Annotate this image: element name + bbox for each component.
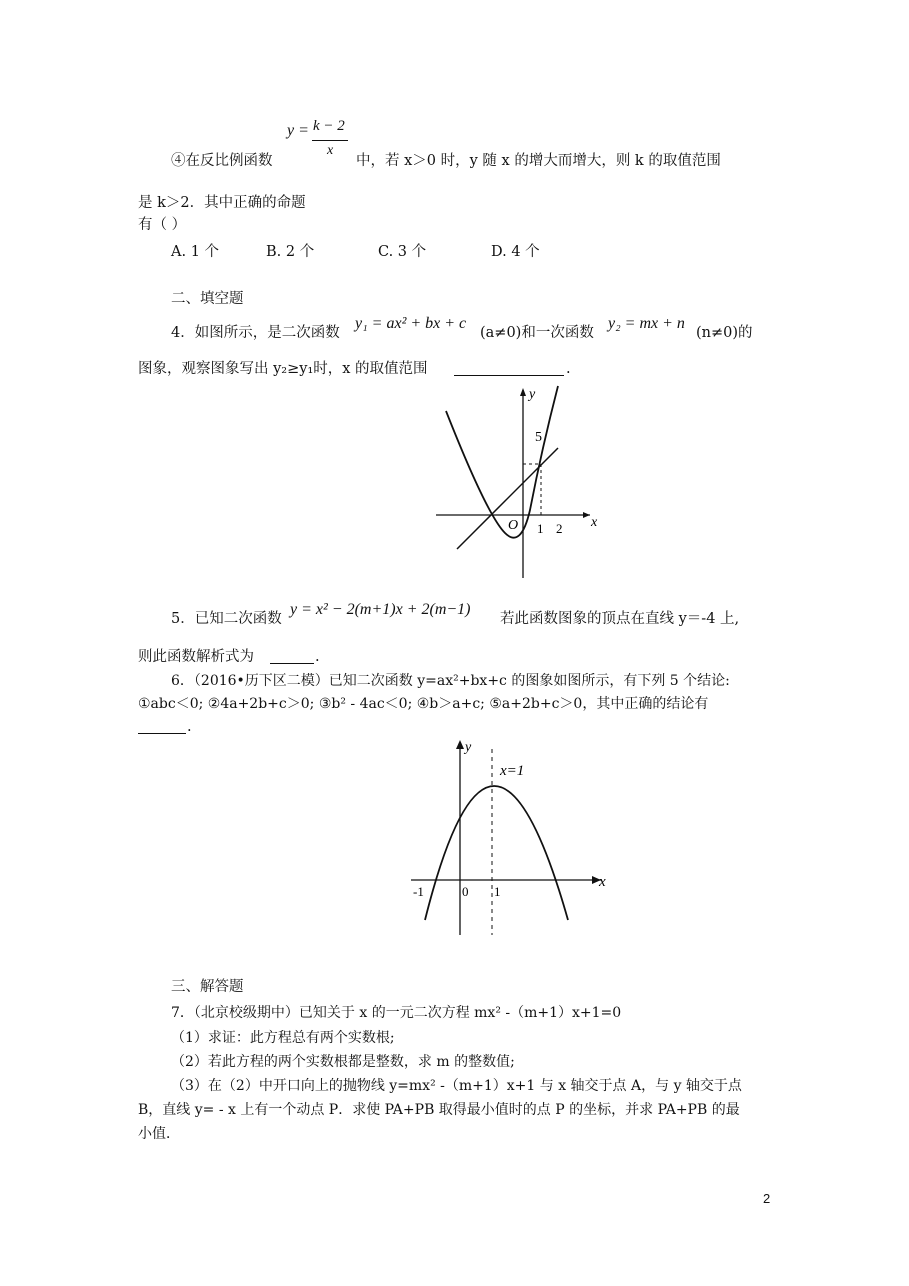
- q3-formula-numerator: k − 2: [313, 118, 345, 134]
- q3-option-c: C. 3 个: [378, 244, 427, 260]
- fig1-x-arrow: [583, 512, 590, 518]
- page-number: 2: [763, 1191, 771, 1206]
- q3-option-a: A. 1 个: [171, 244, 220, 260]
- fig2-y-arrow: [456, 740, 464, 749]
- section3-title: 三、解答题: [171, 979, 244, 995]
- fig2-parabola: [425, 786, 568, 920]
- fig2-symmetry-label: x=1: [500, 763, 525, 779]
- q4-answer-blank[interactable]: [454, 361, 564, 376]
- q3-option-b: B. 2 个: [266, 244, 315, 260]
- q5-prefix: 5．已知二次函数: [171, 611, 282, 627]
- q6-line2: ①abc＜0; ②4a+2b+c＞0; ③b² - 4ac＜0; ④b＞a+c; ⑤a+2b+c＞0，其中正确的结论有: [138, 696, 709, 712]
- q4-line2: 图象，观察图象写出 y₂≥y₁时，x 的取值范围: [138, 361, 428, 377]
- fig1-tick-5: 5: [535, 430, 542, 445]
- q6-line3-end: .: [187, 719, 192, 735]
- section2-title: 二、填空题: [171, 291, 244, 307]
- fig1-tick-1: 1: [537, 521, 544, 536]
- q3-formula-lhs: y =: [287, 122, 309, 139]
- q3-suffix: 中，若 x＞0 时，y 随 x 的增大而增大，则 k 的取值范围: [356, 153, 721, 169]
- fig1-origin-label: O: [508, 518, 519, 533]
- q5-suffix: 若此函数图象的顶点在直线 y＝-4 上,: [500, 611, 740, 627]
- figure-parabola-line: [430, 378, 610, 583]
- q4-prefix: 4．如图所示，是二次函数: [171, 325, 340, 341]
- q7-part2: （2）若此方程的两个实数根都是整数，求 m 的整数值;: [171, 1054, 515, 1070]
- fig2-tick-m1: -1: [413, 884, 424, 899]
- q7-part1: （1）求证：此方程总有两个实数根;: [171, 1030, 395, 1046]
- fig1-tick-2: 2: [556, 521, 563, 536]
- q4-mid: (a≠0)和一次函数: [480, 325, 594, 341]
- q7-part3-line2: B，直线 y= - x 上有一个动点 P．求使 PA+PB 取得最小值时的点 P 的坐标，并求 PA+PB 的最: [138, 1102, 740, 1118]
- q6-answer-blank[interactable]: [138, 719, 186, 734]
- q3-fraction-bar: [312, 140, 348, 141]
- q4-formula-1: y₁ = ax² + bx + c: [355, 315, 467, 332]
- fig1-y-label: y: [529, 387, 536, 402]
- fig2-tick-0: 0: [462, 884, 469, 899]
- fig2-x-label: x: [599, 874, 606, 890]
- fig2-y-label: y: [465, 740, 472, 755]
- q3-option-d: D. 4 个: [491, 244, 540, 260]
- q3-prefix: ④在反比例函数: [171, 153, 273, 169]
- q7-part3-line1: （3）在（2）中开口向上的抛物线 y=mx² -（m+1）x+1 与 x 轴交于点 A，与 y 轴交于点: [171, 1078, 742, 1094]
- q4-formula-2: y₂ = mx + n: [608, 315, 685, 332]
- q7-line1: 7．（北京校级期中）已知关于 x 的一元二次方程 mx² -（m+1）x+1=0: [171, 1005, 622, 1021]
- q4-line2-end: .: [566, 361, 571, 377]
- fig1-x-label: x: [591, 515, 598, 530]
- q5-formula: y = x² − 2(m+1)x + 2(m−1): [290, 601, 471, 618]
- q3-formula-denominator: x: [327, 143, 334, 158]
- q5-answer-blank[interactable]: [270, 649, 314, 664]
- q5-line2-end: .: [315, 649, 320, 665]
- q3-line3: 有（ ）: [138, 217, 187, 233]
- fig2-tick-1: 1: [494, 884, 501, 899]
- q5-line2: 则此函数解析式为: [138, 649, 254, 665]
- figure-downward-parabola: [405, 735, 610, 940]
- q7-part3-line3: 小值．: [138, 1126, 180, 1142]
- q4-tail: (n≠0)的: [696, 325, 753, 341]
- fig1-y-arrow: [520, 388, 526, 396]
- q6-line1: 6．（2016•历下区二模）已知二次函数 y=ax²+bx+c 的图象如图所示，有下列 5 个结论:: [171, 673, 730, 689]
- q3-line2: 是 k＞2．其中正确的命题: [138, 195, 306, 211]
